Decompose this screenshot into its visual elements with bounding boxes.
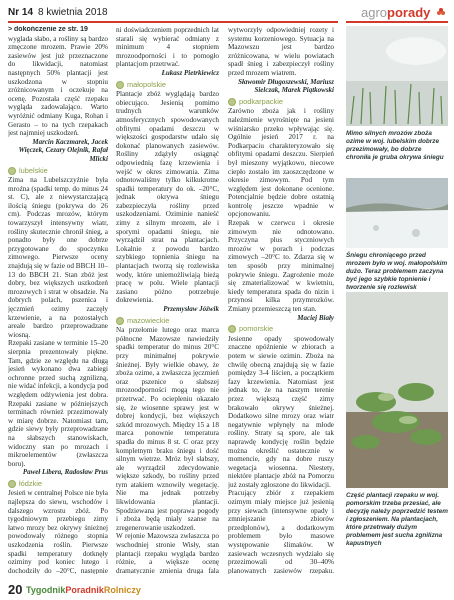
author-signature: Paweł Libera, Radosław Prus bbox=[22, 468, 108, 477]
pin-icon bbox=[116, 317, 124, 325]
author-signature: Przemysław Jóźwik bbox=[163, 305, 219, 313]
winter-field-photo bbox=[346, 26, 448, 126]
column-3 bbox=[228, 26, 334, 574]
region-label: małopolskie bbox=[127, 79, 167, 89]
issue-info bbox=[8, 7, 108, 18]
author-signature: Łukasz Pietrkiewicz bbox=[161, 68, 219, 77]
paragraph: ni doświadczeniem poprzednich lat starali się wybierać odmiany z minimum 4 stopniem mrozoodporności i to pomogło plantacjom przetrwać. bbox=[116, 26, 219, 69]
paragraph: W rejonie Mazowsza zwłaszcza po wschodniej stronie Wisły, stan plantacji rzepaku wygląda bardzo różnie, a większe ocenę dramatycznie zmienia druga fala bbox=[116, 532, 219, 574]
region-label: łódzkie bbox=[19, 478, 43, 488]
paragraph: Rzepaki zasiane w terminie 15–20 sierpnia prezentowały piękne. Tam, gdzie ze względu na długą jesień wykonano dwa zabiegi ochronne przed suchą zgnilizną, nie widać infekcji, a kondycja pod względem odżywienia jest dobra. Rzepaki zasiane w późniejszych terminach również przezimowały w miarę dobrze. Natomiast tam, gdzie siewy były przeprowadzane na słabszych stanowiskach, widoczny stan po mrozach i mikroelementów (zwłaszcza boru). bbox=[8, 339, 108, 468]
region-label: lubelskie bbox=[19, 165, 48, 175]
paragraph: Rzepak w czerwcu i okresie zimowym nie odnotowano. Przyczyna plus styczniowych mrozów w porach i podczas zimowych –20°C to. Zdarza się w ten sposób przy minimalnej pokrywie śniegu. Zagrożenie może się zmaterializować w kwietniu, kiedy temperatura spada do nizin i przynosi kilka przymrozków. Zmiany przemieszczą ten stan. bbox=[228, 219, 334, 313]
title-part-c: Rolniczy bbox=[103, 585, 141, 595]
page-number: 20 bbox=[8, 582, 23, 597]
continuation-lead: > dokończenie ze str. 19 bbox=[8, 26, 88, 33]
header-rule bbox=[8, 21, 338, 23]
photo-pomorskie-rapeseed bbox=[346, 292, 448, 488]
title-part-b: Poradnik bbox=[65, 585, 104, 595]
region-heading-podkarpackie bbox=[228, 98, 334, 107]
pin-icon bbox=[8, 167, 16, 175]
pin-icon bbox=[116, 81, 124, 89]
region-heading-lodzkie bbox=[8, 480, 108, 489]
region-heading-mazowieckie bbox=[116, 317, 219, 326]
column-2 bbox=[116, 26, 219, 574]
paragraph: wyglada słabo, a rośliny są bardzo zmęczone mrozem. Prawie 20% zasiewów jest już przeznaczone do likwidacji, natomiast następnych 50% plantacji jest uszkodzona w stopniu zróżnicowanym i oczekuje na ocenę. Pozostała część rzepaku wygląda zadowalająco. Warto wyróżnić odmiany Kuga, Rohan i Gerasto – to na tych rzepakach jest najmniej uszkodzeń. bbox=[8, 34, 108, 138]
paragraph: Plantacje zbóż wyglądają bardzo obiecująco. Jesienią pomimo trudnych warunków atmosferycznych spowodowanych obfitymi opadami deszczu w większości gospodarstw udało się dokonać planowanych zasiewów. Rośliny zdążyły osiągnąć odpowiednią fazę krzewienia i wejść w okres zimowania. Zima odnotowaliśmy tylko kilkukrotne spadki temperatury do ok. –20°C, jednak okrywa śniegu zabezpieczyła rośliny przed uszkodzeniami. Oziminie nanieść zimy z silnym mrozem, ale i sporymi opadami śniegu, nie wyrządził strat na plantacjach. Lokalnie z powodu bardzo szybkiego topnienia śniegu na plantacjach tworzą się rozlewiska wody, które uniemożliwiają bieżą pracę w polu. Wiele plantacji zasiano późno potrzebuje dokrewienia. bbox=[116, 90, 219, 305]
brand-part-b: porady bbox=[387, 5, 431, 20]
page-footer bbox=[0, 580, 454, 600]
page-header bbox=[0, 0, 454, 22]
column-1 bbox=[8, 26, 108, 574]
photo-caption-1: Mimo silnych mrozów zboża ozime w woj. lubelskim dobrze przezimowały, bo dobrze chroniła je gruba okrywa śniegu bbox=[346, 130, 444, 161]
brand-part-a: agro bbox=[361, 5, 388, 20]
region-heading-lubelskie bbox=[8, 167, 108, 176]
paragraph: Na przełomie lutego oraz marca północne Mazowsze nawiedziły spadki temperatur do minus 20°C przy minimalnej pokrywie śnieżnej. Były wielkie obawy, że zboża ozime, a zwłaszcza jęczmień oraz pszenice o słabszej mrozoodporności mogą tego nie przetrwać. Po ociepleniu okazało się, że wiosenne sprawy jest w dobrej kondycji, bez większych szkód mrozowych. Między 15 a 18 marca ponownie temperatura spadła do minus 8 st. C oraz przy kompletnym braku śniegu i dość silnym wietrze. Mróz był słabszy, ale wyrządził zdecydowanie większe szkody, bo rośliny przed tym atakiem wznowiły wegetację. Nie ma jednak potrzeby likwidowania plantacji. Spodziewana jest poprawa pogody i zboża będą miały szanse na zregenerowanie uszkodzeń. bbox=[116, 326, 219, 532]
region-label: mazowieckie bbox=[127, 315, 170, 325]
title-part-a: Tygodnik bbox=[26, 585, 66, 595]
paragraph: Pracujący zbiór z rzepakiem ozimym miały miejsce już jesienią przy siewach (intensywne opady i zmniejszanie zbiorów przedplonów), a dodatkowym problemem było masowe występowanie ślimaków. W zasiewach wczesnych wydziało się przezimowali od 30–40% planowanych zasiewów rzepaku. bbox=[228, 489, 334, 574]
issue-date: 8 kwietnia 2018 bbox=[38, 7, 108, 18]
rapeseed-plants-photo bbox=[346, 292, 448, 488]
issue-number: Nr 14 bbox=[8, 7, 34, 18]
photo-caption-2: Śniegu chroniącego przed mrozem było w woj. małopolskim dużo. Teraz problemem zaczyna być jego szybkie topnienie i tworzenie się rozlewisk bbox=[346, 252, 448, 291]
region-heading-malopolskie bbox=[116, 81, 219, 90]
region-label: podkarpackie bbox=[239, 96, 283, 106]
paragraph: Zima na Lubelszczyźnie była mroźna (spadki temp. do minus 24 st. C), ale z niewystarczającą ilością śniegu (pokrywa do 26 cm). Podczas mrozów, którym towarzyszył intensywny wiatr, rośliny skutecznie chronił śnieg, a ponadto były one dobrze przygotowane do spoczynku zimowego. Pierwsze oceny znajdują się w fazie od BBCH 10–13 do BBCH 21. Stan zbóż jest dobry, bez większych uszkodzeń mrozowych i strat w obsadzie. Na dobrych polach, pszenica i jęczmień ozimy zaczęły krzewienie, a na pozostałych areale bardzo przeprowadzane wiosną. bbox=[8, 176, 108, 339]
flower-icon bbox=[436, 7, 446, 17]
photo-lubelskie-field bbox=[346, 26, 448, 126]
photo-caption-3: Część plantacji rzepaku w woj. pomorskim trzeba przesiać, ale decyzję należy poprzedzić testem i zgłoszeniem. Na plantacjach, które przetrwały dużym problemem jest sucha zgnilizna kapustnych bbox=[346, 492, 448, 547]
pin-icon bbox=[228, 98, 236, 106]
photo-malopolskie-snow bbox=[346, 178, 448, 248]
header-rule-sidebar bbox=[346, 21, 448, 23]
paragraph: Zarówno zboża jak i rośliny naleźmienie wyrośnięte na jesieni wiśniarsko przeko wpływając się. Ogólnie jesień 2017 r. na Podkarpaciu charakteryzowało się obfitymi opadami deszczu. Sierpień był mieszony wyjątkowo, niecowe ciepło zostało im zaoszczędzone w okresie zimowym. Pod tym względem jest dokonane ocenione. Potencjalnie będzie dobre ostatnią kontrolę jeszcze wpadnie w opcjonowaniu. bbox=[228, 107, 334, 219]
region-heading-pomorskie bbox=[228, 325, 334, 334]
paragraph: Jesień w centralnej Polsce nie była najlepsza do siewu, wschodów i dalszego wzrostu zbóż. Po tygodniowym przebiegu zimy łatwo mrozy bez okrywy śnieżnej powodowały różnego stopnia uszkodzenia roślin. Pierwsze spadki temperatury dotknęły oziminy pod koniec lutego i dochodziły do –20°C, następnie bbox=[8, 489, 108, 574]
author-signature: Sławomir Długoszewski, Mariusz Sielczak, Marek Piątkowski bbox=[238, 77, 334, 95]
snow-field-photo bbox=[346, 178, 448, 248]
region-label: pomorskie bbox=[239, 324, 274, 334]
pin-icon bbox=[228, 325, 236, 333]
brand-logo bbox=[361, 5, 446, 20]
paragraph: wytworzyły odpowiedniej rozety i systemu korzeniowego. Sytuacja na Mazowszu jest bardzo zróżnicowana, w wielu powiatach spadł śnieg i zabezpieczył rośliny przed mrozem wiatrem. bbox=[228, 26, 334, 77]
author-signature: Marcin Kaczmarek, Jacek Więczek, Cezary Olejnik, Rafał Mlicki bbox=[18, 137, 108, 163]
author-signature: Maciej Biały bbox=[297, 313, 334, 322]
pin-icon bbox=[8, 480, 16, 488]
publication-title bbox=[26, 585, 141, 595]
paragraph: Jesienne opady spowodowały znaczne opóźnienie w zbiorach a potem w siewie ozimin. Zboża na chwilę obecną znajdują się w fazie pomiędzy 3-4 liścien, a początkiem fazy krzewienia. Natomiast jest jednak to, że na naszym terenie przez większą część zimy brakowało okrywy śnieżnej. Dodatkowo silne mrozy oraz wiatr negatywnie wpłynęły na młode rośliny. Straty są spore, ale tak naprawdę kondycję roślin będzie można określić ostatecznie w momencie, gdy na dobre ruszy wegetacja wiosenna. Niestety, niektóre plantacje zbóż na Pomorzu już zostały zgłoszone do likwidacji. bbox=[228, 334, 334, 489]
